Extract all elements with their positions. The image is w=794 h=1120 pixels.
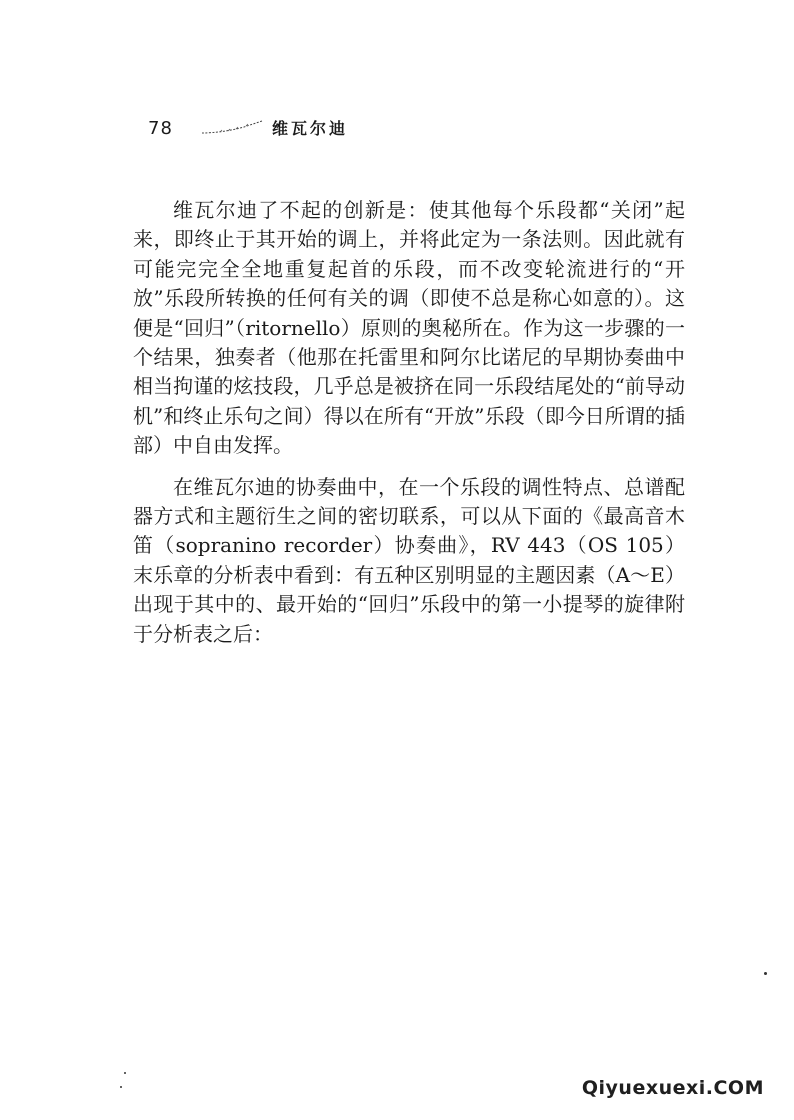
body-text (133, 196, 685, 649)
page-number: 78 (148, 118, 173, 139)
paragraph: 维瓦尔迪了不起的创新是：使其他每个乐段都“关闭”起来，即终止于其开始的调上，并将此定为一条法则。因此就有可能完完全全地重复起首的乐段，而不改变轮流进行的“开放”乐段所转换的任何有关的调（即使不总是称心如意的）。这便是“回归”（ritornello）原则的奥秘所在。作为这一步骤的一个结果，独奏者（他那在托雷里和阿尔比诺尼的早期协奏曲中相当拘谨的炫技段，几乎总是被挤在同一乐段结尾处的“前导动机”和终止乐句之间）得以在所有“开放”乐段（即今日所谓的插部）中自由发挥。 (133, 198, 685, 458)
scan-speck (120, 1086, 122, 1088)
scan-speck (124, 1072, 126, 1074)
paragraph: 在维瓦尔迪的协奏曲中，在一个乐段的调性特点、总谱配器方式和主题衍生之间的密切联系，可以从下面的《最高音木笛（sopranino recorder）协奏曲》，RV 443（OS 105）末乐章的分析表中看到：有五种区别明显的主题因素（A～E）出现于其中的、最开始的“回归”乐段中的第一小提琴的旋律附于分析表之后： (133, 474, 685, 646)
header-ornament-icon (200, 120, 264, 136)
site-watermark: Qiyuexuexi.COM (581, 1077, 764, 1099)
running-title: 维瓦尔迪 (272, 119, 349, 138)
running-header (148, 118, 408, 142)
scan-speck (764, 972, 767, 975)
